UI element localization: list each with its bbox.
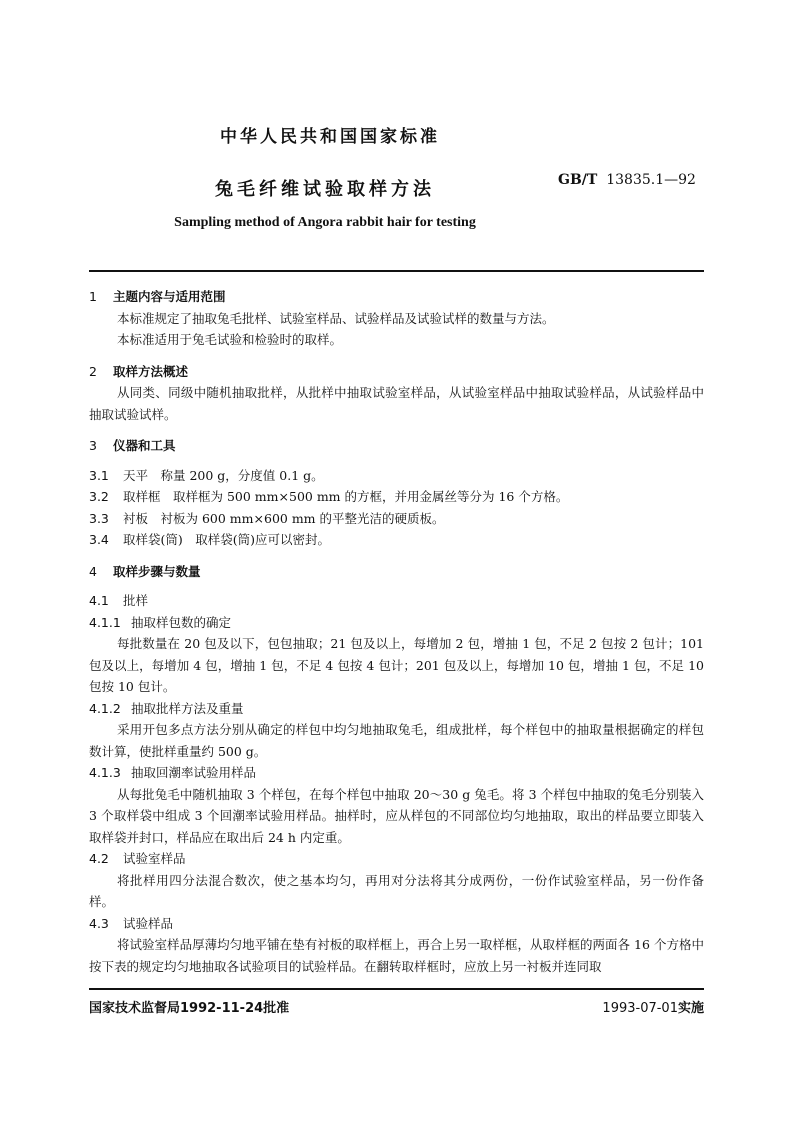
standard-title: 兔毛纤维试验取样方法 [215,179,435,200]
standard-code-number: 13835.1—92 [606,172,696,188]
paragraph: 将批样用四分法混合数次，使之基本均匀，再用对分法将其分成两份，一份作试验室样品，另一份作备样。 [89,872,704,909]
paragraph: 本标准适用于兔毛试验和检验时的取样。 [117,332,343,347]
clause-text: 取样袋(筒) 取样袋(筒)应可以密封。 [123,532,331,547]
effective-label: 实施 [677,1001,704,1016]
effective-note [602,997,704,1016]
clause-title: 试验样品 [123,915,174,931]
paragraph: 采用开包多点方法分别从确定的样包中均匀地抽取兔毛，组成批样，每个样包中的抽取量根据确定的样包数计算，使批样重量约 500 g。 [89,722,704,759]
paragraph: 从每批兔毛中随机抽取 3 个样包，在每个样包中抽取 20～30 g 兔毛。将 3 个样包中抽取的兔毛分别装入 3 个取样袋中组成 3 个回潮率试验用样品。抽样时，应从样包的不同部位均匀地抽取，取出的样品要立即装入取样袋并封口，样品应在取出后 24 h 内定重。 [89,786,704,845]
clause-title: 抽取回潮率试验用样品 [131,765,257,780]
section-2-heading [89,361,704,383]
clause-4-2 [89,848,704,870]
paragraph: 本标准规定了抽取兔毛批样、试验室样品、试验样品及试验试样的数量与方法。 [117,310,555,326]
clause-number: 3.2 [89,489,109,504]
section-title: 仪器和工具 [113,438,176,453]
section-number: 4 [89,563,97,579]
clause-title: 抽取批样方法及重量 [131,700,244,716]
national-standard-heading: 中华人民共和国国家标准 [220,127,440,147]
section-title: 主题内容与适用范围 [113,289,226,304]
clause-number: 3.4 [89,532,109,547]
english-title: Sampling method of Angora rabbit hair for testing [174,215,476,230]
clause-number: 3.1 [89,467,109,483]
clause-number: 4.3 [89,915,109,931]
section-number: 3 [89,438,97,453]
clause-4-3 [89,913,704,935]
clause-number: 4.1 [89,593,109,608]
clause-text: 取样框 取样框为 500 mm×500 mm 的方框，并用金属丝等分为 16 个方格。 [123,489,569,504]
paragraph: 每批数量在 20 包及以下，包包抽取；21 包及以上，每增加 2 包，增抽 1 包，不足 2 包按 2 包计；101 包及以上，每增加 4 包，增抽 1 包，不足 4 包按 4 包计；201 包及以上，每增加 10 包，增抽 1 包，不足 10 包按 10 包计。 [89,636,704,694]
approval-note: 国家技术监督局1992-11-24批准 [89,1001,290,1016]
standard-code-prefix: GB/T [558,172,598,188]
standard-code [558,172,696,188]
clause-number: 4.1.1 [89,614,121,630]
clause-number: 4.1.3 [89,765,121,780]
clause-number: 3.3 [89,510,109,526]
clause-4-1-1 [89,612,704,634]
paragraph: 从同类、同级中随机抽取批样，从批样中抽取试验室样品，从试验室样品中抽取试验样品，从试验样品中抽取试验试样。 [89,385,704,422]
footer-divider [89,988,704,990]
paragraph: 将试验室样品厚薄均匀地平铺在垫有衬板的取样框上，再合上另一取样框，从取样框的两面各 16 个方格中按下表的规定均匀地抽取各试验项目的试验样品。在翻转取样框时，应放上另一衬板并连同取 [89,937,704,974]
section-number: 2 [89,363,97,379]
clause-3-1 [89,465,704,487]
header-divider [89,270,704,272]
clause-number: 4.2 [89,851,109,866]
clause-3-4 [89,529,704,551]
clause-number: 4.1.2 [89,700,121,716]
clause-3-3 [89,508,704,530]
document-body [89,286,704,977]
clause-title: 批样 [123,593,149,608]
clause-4-1-3 [89,762,704,784]
section-number: 1 [89,289,97,304]
clause-4-1 [89,590,704,612]
clause-title: 试验室样品 [123,851,186,866]
clause-title: 抽取样包数的确定 [131,614,232,630]
clause-3-2 [89,486,704,508]
section-3-heading [89,435,704,457]
clause-text: 天平 称量 200 g，分度值 0.1 g。 [123,467,324,483]
section-title: 取样步骤与数量 [113,563,201,579]
clause-text: 衬板 衬板为 600 mm×600 mm 的平整光洁的硬质板。 [123,510,445,526]
section-4-heading [89,561,704,583]
clause-4-1-2 [89,698,704,720]
effective-date: 1993-07-01 [602,1001,678,1016]
section-1-heading [89,286,704,308]
section-title: 取样方法概述 [113,363,189,379]
